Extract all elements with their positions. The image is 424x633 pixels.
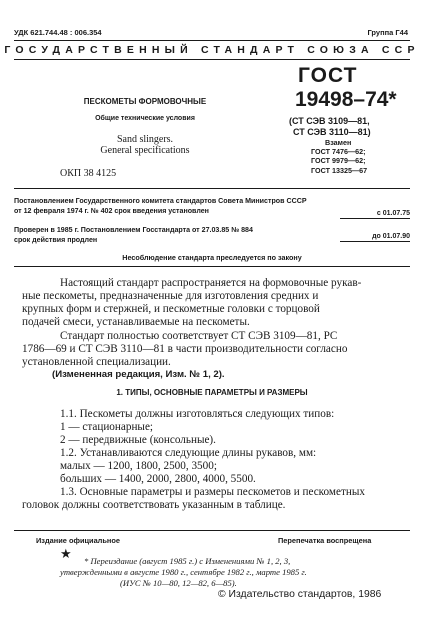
compliance-line: установленной специализации. [22, 356, 171, 368]
document-title: ПЕСКОМЕТЫ ФОРМОВОЧНЫЕ [83, 97, 207, 106]
english-title [0, 134, 290, 156]
decree-line-4: срок действия продлен [14, 235, 98, 244]
section-1-line: малых — 1200, 1800, 2500, 3500; [60, 460, 217, 472]
section-1-content [22, 408, 410, 512]
udk-code: УДК 621.744.48 : 006.354 [14, 28, 102, 37]
english-title-line-2: General specifications [100, 145, 190, 156]
section-1-line: 1 — стационарные; [60, 421, 154, 433]
footer-rule [14, 530, 410, 531]
scope-line: подачей смеси, устанавливаемые на пескометы. [22, 316, 250, 328]
section-1-line: 2 — передвижные (консольные). [60, 434, 216, 446]
reprint-prohibited: Перепечатка воспрещена [278, 536, 372, 545]
footnote-line-3: (ИУС № 10—80, 12—82, 6—85). [120, 578, 237, 588]
footnote-line-2: утвержденными в августе 1980 г., сентябре 1982 г., марте 1985 г. [60, 567, 307, 577]
scope-line: крупных форм и стержней, и пескометные головки с торцовой [22, 303, 320, 315]
decree-line-1: Постановлением Государственного комитета стандартов Совета Министров СССР [14, 197, 307, 205]
replaces-label: Взамен [325, 138, 352, 147]
decree-block [14, 197, 307, 245]
st-sev-line-2: СТ СЭВ 3110—81) [293, 127, 371, 137]
replaces-item-2: ГОСТ 9979—62; [311, 156, 366, 166]
copyright: © Издательство стандартов, 1986 [218, 589, 382, 600]
compliance-line: 1786—69 и СТ СЭВ 3110—81 в части производительности согласно [22, 343, 348, 355]
revision-note: (Измененная редакция, Изм. № 1, 2). [52, 369, 225, 380]
footnote-line-1: * Переиздание (август 1985 г.) с Изменениями № 1, 2, 3, [84, 556, 291, 566]
section-1-line: 1.2. Устанавливаются следующие длины рукавов, мм: [60, 447, 317, 459]
legal-notice: Несоблюдение стандарта преследуется по закону [122, 253, 302, 262]
scope-line: ные пескометы, предназначенные для изготовления средних и [22, 290, 319, 302]
group-code: Группа Г44 [367, 28, 408, 37]
body-top-rule [14, 266, 410, 267]
state-standard-banner: ГОСУДАРСТВЕННЫЙ СТАНДАРТ СОЮЗА ССР [4, 44, 420, 56]
section-1-title: 1. ТИПЫ, ОСНОВНЫЕ ПАРАМЕТРЫ И РАЗМЕРЫ [116, 388, 308, 397]
section-1-line: 1.3. Основные параметры и размеры пескометов и пескометных [60, 486, 365, 498]
document-subtitle: Общие технические условия [95, 115, 195, 122]
official-edition: Издание официальное [36, 536, 121, 545]
top-rule [14, 40, 410, 41]
st-sev-line-1: (СТ СЭВ 3109—81, [289, 116, 370, 126]
expiry-date-value: до 01.07.90 [340, 233, 410, 242]
decree-top-rule [14, 188, 410, 189]
decree-line-3: Проверен в 1985 г. Постановлением Госстандарта от 27.03.85 № 884 [14, 226, 253, 234]
reissue-footnote [60, 556, 307, 589]
section-1-line: больших — 1400, 2000, 2800, 4000, 5500. [60, 473, 256, 485]
scope-line: Настоящий стандарт распространяется на формовочные рукав- [60, 277, 362, 289]
replaces-item-1: ГОСТ 7476—62; [311, 147, 366, 157]
compliance-paragraph [22, 330, 410, 369]
gost-number: 19498–74* [295, 88, 397, 111]
scope-paragraph [22, 277, 410, 329]
compliance-line: Стандарт полностью соответствует СТ СЭВ 3109—81, РС [60, 330, 338, 342]
gost-label: ГОСТ [298, 64, 358, 87]
replaces-item-3: ГОСТ 13325—67 [311, 165, 368, 175]
expiry-date [340, 233, 410, 242]
okp-code: ОКП 38 4125 [60, 168, 117, 179]
star-icon: ★ [60, 546, 72, 561]
replaces-block [311, 138, 367, 175]
english-title-line-1: Sand slingers. [116, 134, 174, 145]
banner-rule [14, 59, 410, 60]
effective-date-value: с 01.07.75 [340, 210, 410, 219]
section-1-line: головок должны соответствовать указанным в таблице. [22, 499, 286, 511]
decree-line-2: от 12 февраля 1974 г. № 402 срок введения установлен [14, 206, 209, 215]
st-sev-references [289, 116, 371, 138]
effective-date [340, 210, 410, 219]
section-1-line: 1.1. Пескометы должны изготовляться следующих типов: [60, 408, 335, 420]
